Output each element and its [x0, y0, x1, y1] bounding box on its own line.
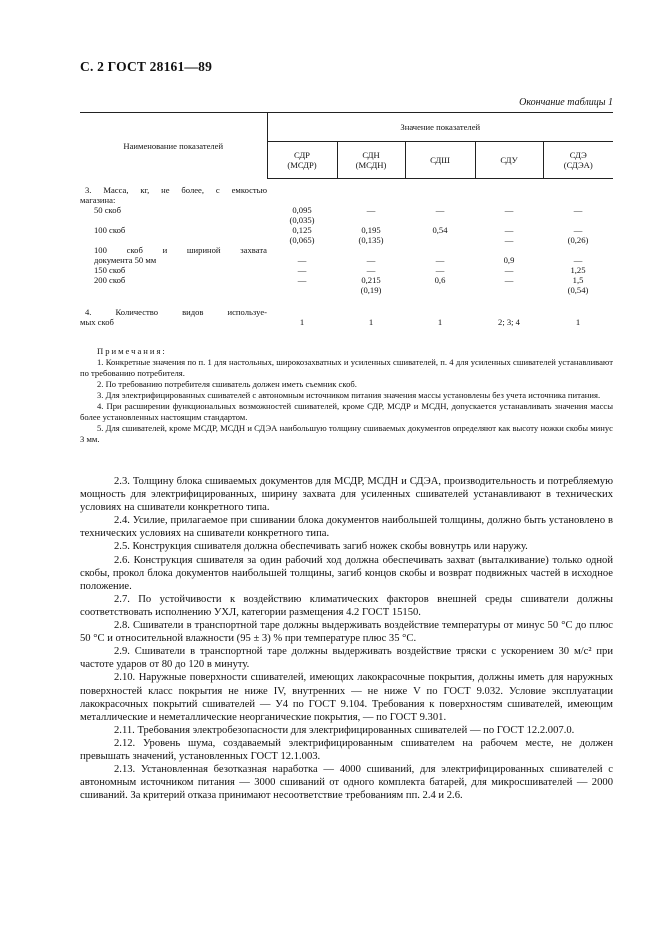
paragraph-2-6: 2.6. Конструкция сшивателя за один рабочий ход должна обеспечивать захват (выталкивание) только одной скобы, прокол блока документов наибольшей толщины, загиб концов скобы и возврат подвижных частей в исходное положение.: [80, 554, 613, 592]
row-name: 100 скоб: [94, 224, 126, 235]
paragraph-2-8: 2.8. Сшиватели в транспортной таре должны выдерживать воздействие температуры от минус 50 °С до плюс 50 °С и относительной влажности (95 ± 3) % при температуре плюс 35 °С.: [80, 620, 613, 645]
row-value: 2; 3; 4: [498, 316, 520, 327]
row-value: 1: [575, 316, 581, 327]
table-row: [80, 179, 613, 205]
row-value: 1,5 (0,54): [567, 274, 589, 295]
row-name: 200 скоб: [94, 274, 126, 285]
row-value: —: [366, 264, 376, 275]
table-row: [80, 275, 613, 295]
row-value: — (0,26): [567, 224, 589, 245]
note-item: 5. Для сшивателей, кроме МСДР, МСДН и СДЭА наибольшую толщину сшиваемых документов определяют как высоту ножки скобы минус 3 мм.: [80, 423, 613, 444]
paragraph-2-12: 2.12. Уровень шума, создаваемый электрифицированным сшивателем на рабочем месте, не должен превышать значений, установленных ГОСТ 12.1.003.: [80, 737, 613, 762]
table-row: [80, 225, 613, 245]
notes-title: Примечания:: [97, 346, 167, 356]
row-value: 0,195 (0,135): [358, 224, 384, 245]
row-value: 0,9: [503, 254, 515, 265]
row-value: [475, 179, 543, 205]
row-value: — —: [504, 224, 514, 245]
row-value: —: [573, 254, 583, 265]
paragraph-2-10: 2.10. Наружные поверхности сшивателей, имеющих лакокрасочные покрытия, должны иметь для наружных поверхностей класс покрытия не ниже IV, внутренних — не ниже V по ГОСТ 9.032. Условие эксплуатации лакокрасочных покрытий сшивателей — У4 по ГОСТ 9.104. Требования к поверхностям сшивателей, имеющим металлические и неметаллические неорганические покрытия, — по ГОСТ 9.301.: [80, 672, 613, 723]
row-value: —: [504, 274, 514, 285]
row-name: 4. Количество видов используе- мых скоб: [80, 306, 267, 327]
paragraph-2-4: 2.4. Усилие, прилагаемое при сшивании блока документов наибольшей толщины, должно быть установлено в технических условиях на сшиватели конкретного типа.: [80, 515, 613, 540]
indicators-table: [80, 112, 613, 327]
table-body: [80, 179, 613, 327]
table-row: [80, 295, 613, 327]
paragraph-2-9: 2.9. Сшиватели в транспортной таре должны выдерживать воздействие тряски с ускорением 30 м/с² при частоте ударов от 80 до 120 в минуту.: [80, 646, 613, 671]
notes-block: [80, 346, 613, 445]
paragraph-2-13: 2.13. Установленная безотказная наработка — 4000 сшиваний, для электрифицированных сшивателей с автономным источником питания — 3000 сшиваний от одного комплекта батарей, для микросшивателей — 2000 сшиваний. За критерий отказа принимают несоответствие требованиям пп. 2.4 и 2.6.: [80, 764, 613, 802]
note-item: 1. Конкретные значения по п. 1 для настольных, широкозахватных и усиленных сшивателей, п. 4 для усиленных сшивателей устанавливают по требованию потребителя.: [80, 357, 613, 378]
row-value: 0,6: [434, 274, 446, 285]
row-value: [543, 179, 613, 205]
col-header-sdu: СДУ: [475, 142, 543, 179]
col-header-sdn: СДН (МСДН): [337, 142, 405, 179]
row-value: [405, 179, 475, 205]
body-text: [80, 475, 613, 802]
row-value: —: [435, 254, 445, 265]
row-value: 0,095 (0,035): [289, 204, 315, 225]
value-group-header: Значение показателей: [267, 113, 613, 142]
row-value: 1: [437, 316, 443, 327]
table-row: [80, 245, 613, 265]
page-header: С. 2 ГОСТ 28161—89: [80, 59, 213, 74]
row-name: 3. Масса, кг, не более, с емкостью магазина:: [80, 184, 267, 205]
row-value: —: [366, 204, 376, 215]
row-value: —: [504, 264, 514, 275]
row-value: —: [504, 204, 514, 215]
row-name: 50 скоб: [94, 204, 121, 215]
row-value: [337, 179, 405, 205]
col-header-sdr: СДР (МСДР): [267, 142, 337, 179]
row-value: 0,215 (0,19): [360, 274, 382, 295]
row-value: —: [435, 264, 445, 275]
row-value: —: [573, 204, 583, 215]
col-header-sdsh: СДШ: [405, 142, 475, 179]
row-value: —: [435, 204, 445, 215]
row-value: 0,125 (0,065): [289, 224, 315, 245]
row-value: [267, 179, 337, 205]
row-value: 0,54: [432, 224, 448, 235]
table-row: [80, 265, 613, 275]
row-value: —: [297, 274, 307, 285]
row-value: —: [297, 254, 307, 265]
paragraph-2-11: 2.11. Требования электробезопасности для электрифицированных сшивателей — по ГОСТ 12.2.007.0.: [114, 724, 575, 736]
row-value: 1: [299, 316, 305, 327]
table-row: [80, 205, 613, 225]
name-column-header: Наименование показателей: [80, 113, 267, 179]
col-header-sde: СДЭ (СДЭА): [543, 142, 613, 179]
note-item: 2. По требованию потребителя сшиватель должен иметь съемник скоб.: [97, 379, 357, 389]
note-item: 4. При расширении функциональных возможностей сшивателей, кроме СДР, МСДР и МСДН, допускается устанавливать значения массы более установленных настоящим стандартом.: [80, 401, 613, 422]
row-value: 1,25: [570, 264, 586, 275]
paragraph-2-3: 2.3. Толщину блока сшиваемых документов для МСДР, МСДН и СДЭА, производительность и потребляемую мощность для электрифицированных, ширину захвата для усиленных сшивателей устанавливают в технических условиях на сшиватели конкретного типа.: [80, 476, 613, 514]
table-continuation-caption: Окончание таблицы 1: [519, 97, 613, 108]
paragraph-2-5: 2.5. Конструкция сшивателя должна обеспечивать загиб ножек скобы вовнутрь или наружу.: [114, 541, 528, 553]
row-name: 100 скоб и шириной захвата документа 50 мм: [94, 244, 267, 265]
paragraph-2-7: 2.7. По устойчивости к воздействию климатических факторов внешней среды сшиватели должны соответствовать исполнению УХЛ, категории размещения 4.2 ГОСТ 15150.: [80, 593, 613, 618]
row-value: 1: [368, 316, 374, 327]
row-value: —: [366, 254, 376, 265]
note-item: 3. Для электрифицированных сшивателей с автономным источником питания значения массы установлены без учета источника питания.: [97, 390, 601, 400]
row-name: 150 скоб: [94, 264, 126, 275]
row-value: —: [297, 264, 307, 275]
